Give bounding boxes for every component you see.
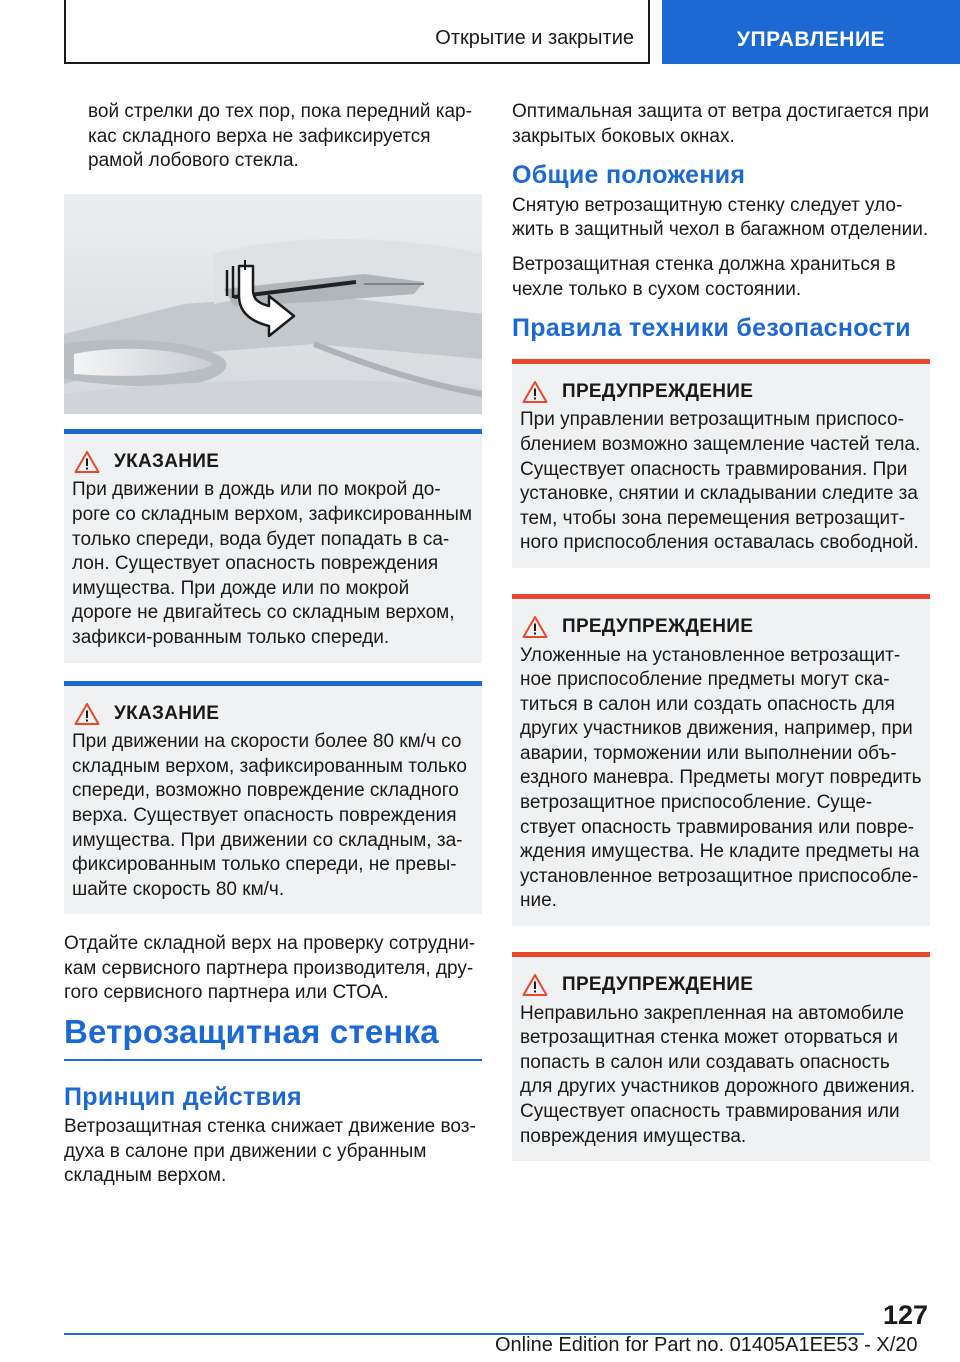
warning-box-pinch	[512, 359, 930, 568]
notice-title: УКАЗАНИЕ	[114, 702, 220, 724]
intro-paragraph-right: Оптимальная защита от ветра достигается при закрытых боковых окнах.	[512, 101, 930, 147]
right-column	[512, 100, 930, 1179]
roof-latch-illustration	[64, 194, 482, 414]
warning-triangle-icon	[522, 973, 548, 997]
footer-edition-text: Online Edition for Part no. 01405A1EE53 - X/20	[495, 1334, 918, 1356]
principle-paragraph: Ветрозащитная стенка снижает движение воз-духа в салоне при движении с убранным складным верхом.	[64, 1116, 476, 1187]
subheading-principle: Принцип действия	[64, 1082, 302, 1111]
notice-text: При движении на скорости более 80 км/ч со складным верхом, зафиксированным только спереди, возможно повреждение складного верха. Существует опасность повреждения имущества. При движении со складным, за-фиксированным только спереди, не превы-шайте скорость 80 км/ч.	[72, 731, 467, 900]
notice-title: УКАЗАНИЕ	[114, 450, 220, 472]
warning-text: При управлении ветрозащитным приспосо-блением возможно защемление частей тела. Существует опасность травмирования. При установке, снятии и складывании следите за тем, чтобы зона перемещения ветрозащит-ного приспособления оставалась свободной.	[520, 409, 921, 554]
subheading-general: Общие положения	[512, 161, 746, 190]
page-number: 127	[882, 1300, 928, 1330]
warning-text: Неправильно закрепленная на автомобиле ветрозащитная стенка может оторваться и попасть в салон или создавать опасность для других участников дорожного движения. Существует опасность травмирования или повреждения имущества.	[520, 1002, 916, 1147]
warning-title: ПРЕДУПРЕЖДЕНИЕ	[562, 974, 754, 996]
left-column	[64, 100, 482, 1199]
warning-triangle-icon	[522, 615, 548, 639]
notice-text: При движении в дождь или по мокрой до-роге со складным верхом, зафиксированным только спереди, вода будет попадать в са-лон. Существует опасность повреждения имущества. При дожде или по мокрой дороге не двигайтесь со складным верхом, зафикси-рованным только спереди.	[72, 479, 473, 648]
warning-title: ПРЕДУПРЕЖДЕНИЕ	[562, 615, 754, 637]
chapter-tab[interactable]: УПРАВЛЕНИЕ	[662, 0, 960, 64]
general-paragraph-2: Ветрозащитная стенка должна храниться в чехле только в сухом состоянии.	[512, 253, 896, 300]
warning-box-mounting	[512, 952, 930, 1161]
warning-triangle-icon	[74, 702, 100, 726]
intro-paragraph: вой стрелки до тех пор, пока передний кар-кас складного верха не зафиксируется рамой лобового стекла.	[88, 101, 472, 172]
warning-title: ПРЕДУПРЕЖДЕНИЕ	[562, 380, 754, 402]
warning-triangle-icon	[74, 450, 100, 474]
notice-box-speed	[64, 681, 482, 915]
section-title: Открытие и закрытие	[435, 27, 634, 49]
notice-box-rain	[64, 429, 482, 663]
subheading-safety: Правила техники безопасности	[512, 314, 911, 343]
warning-triangle-icon	[522, 380, 548, 404]
warning-box-objects	[512, 594, 930, 926]
service-paragraph: Отдайте складной верх на проверку сотрудни-кам сервисного партнера производителя, дру-гого сервисного партнера или СТОА.	[64, 933, 476, 1004]
general-paragraph-1: Снятую ветрозащитную стенку следует уло-жить в защитный чехол в багажном отделении.	[512, 194, 929, 241]
section-heading-windscreen: Ветрозащитная стенка	[64, 1020, 482, 1061]
warning-text: Уложенные на установленное ветрозащит-ное приспособление предметы могут ска-титься в салон или создать опасность для других участников движения, например, при аварии, торможении или выполнении объ-ездного маневра. Предметы могут повредить ветрозащитное приспособление. Суще-ствует опасность травмирования или повре-ждения имущества. Не кладите предметы на установленное ветрозащитное приспособле-ние.	[520, 644, 922, 912]
header-section-box	[64, 0, 650, 64]
